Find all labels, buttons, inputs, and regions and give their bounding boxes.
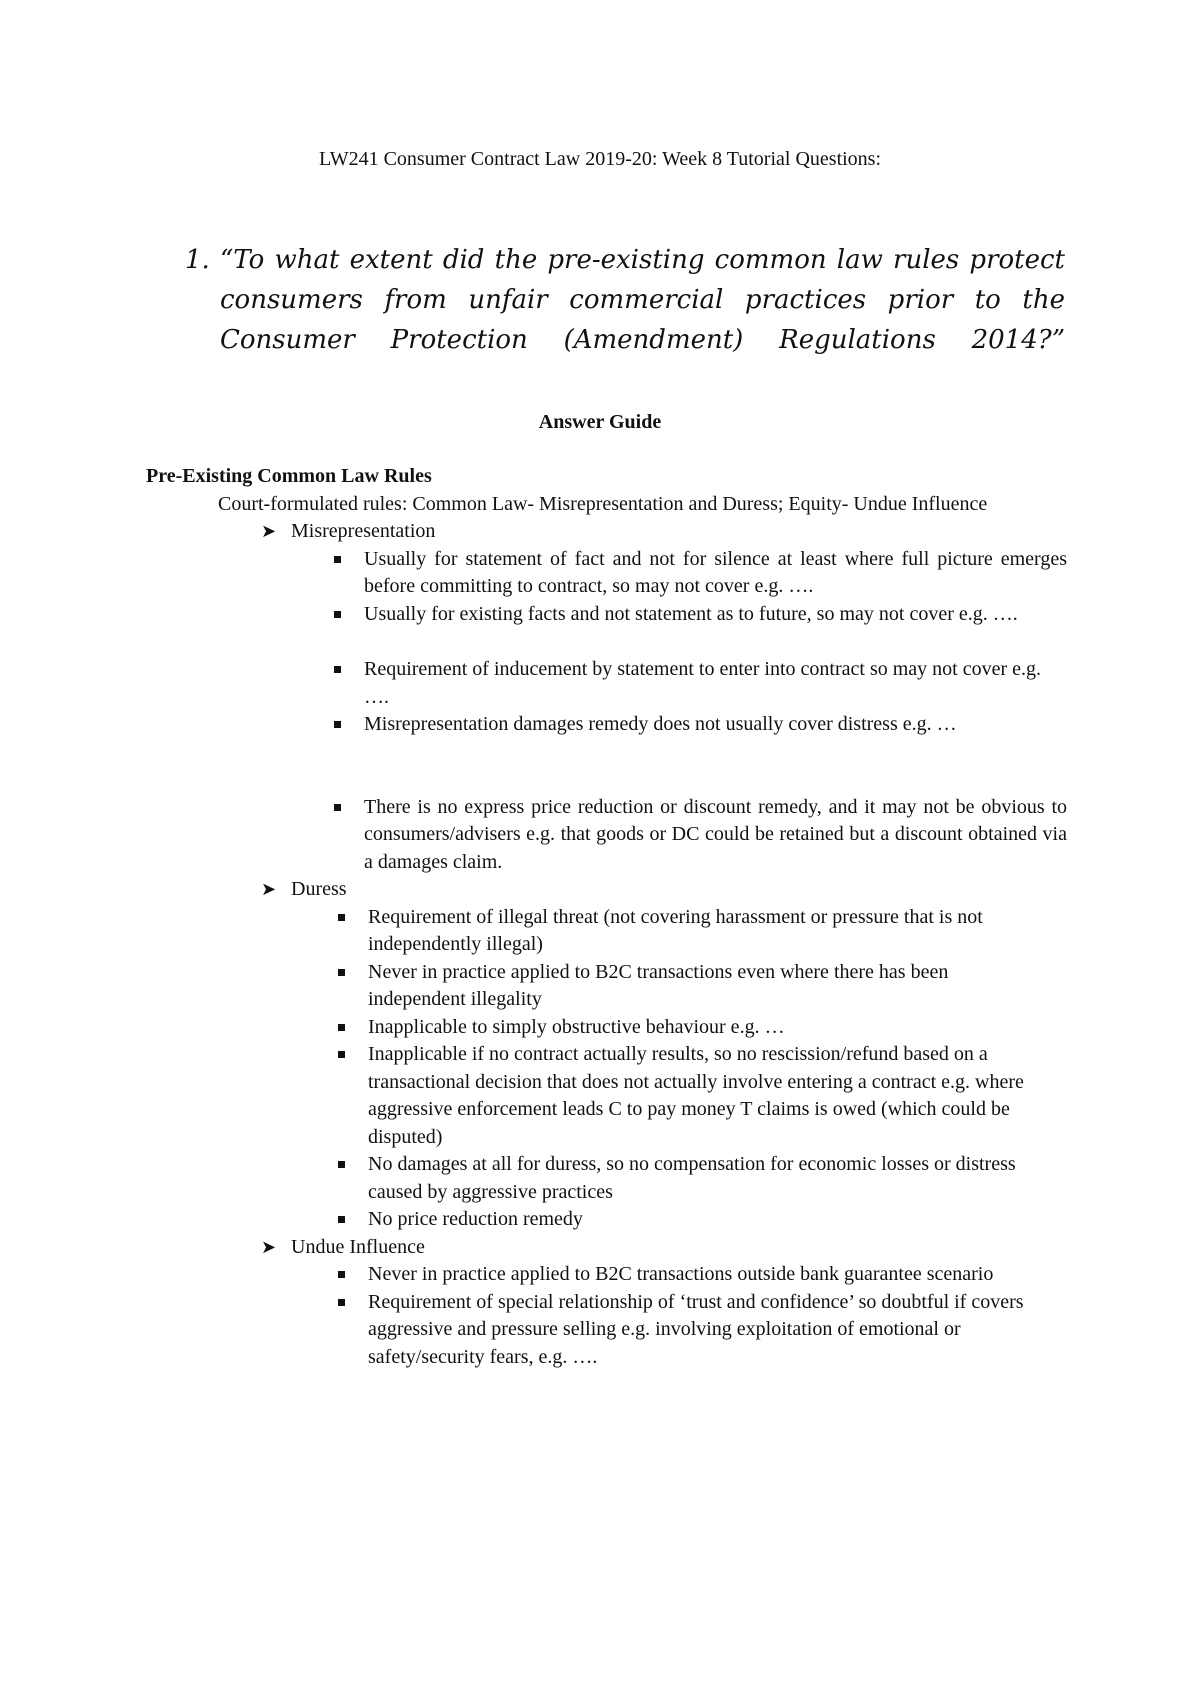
document-title: LW241 Consumer Contract Law 2019-20: Week 8 Tutorial Questions: [318,148,882,170]
group-label: Undue Influence [291,1235,425,1258]
group-misrepresentation [146,518,1066,876]
square-bullet-icon [338,1051,345,1058]
list-item: No price reduction remedy [368,1206,1028,1234]
square-bullet-icon [338,1299,345,1306]
square-bullet-icon [334,666,341,673]
arrowhead-icon: ➤ [261,879,277,899]
group-heading [261,876,1066,904]
list-item: Usually for existing facts and not statement as to future, so may not cover e.g. …. [364,601,1067,629]
square-bullet-icon [338,1271,345,1278]
square-bullet-icon [338,1161,345,1168]
square-bullet-icon [338,969,345,976]
spacer [364,628,1067,656]
square-bullet-icon [334,721,341,728]
square-bullet-icon [334,556,341,563]
list-item: Inapplicable to simply obstructive behaviour e.g. … [368,1014,1028,1042]
arrowhead-icon: ➤ [261,521,277,541]
list-item: Inapplicable if no contract actually results, so no rescission/refund based on a transactional decision that does not actually involve entering a contract e.g. where aggressive enforcement leads C to pay money T claims is owed (which could be disputed) [368,1041,1028,1151]
section-pre-existing-rules [146,463,1066,1371]
question-1 [185,240,1065,360]
bullet-list [368,904,1028,1234]
arrowhead-icon: ➤ [261,1236,277,1257]
square-bullet-icon [338,1216,345,1223]
list-item: Never in practice applied to B2C transactions even where there has been independent illegality [368,959,1028,1014]
list-item: Never in practice applied to B2C transactions outside bank guarantee scenario [368,1261,1028,1289]
list-item: There is no express price reduction or discount remedy, and it may not be obvious to consumers/advisers e.g. that goods or DC could be retained but a discount obtained via a damages claim. [364,794,1067,877]
square-bullet-icon [338,1024,345,1031]
square-bullet-icon [338,914,345,921]
answer-guide-heading: Answer Guide [538,411,662,433]
square-bullet-icon [334,611,341,618]
spacer [364,739,1067,794]
section-intro: Court-formulated rules: Common Law- Misrepresentation and Duress; Equity- Undue Influence [218,492,988,515]
list-item: Misrepresentation damages remedy does not usually cover distress e.g. … [364,711,1067,739]
question-number: 1. [185,245,210,275]
list-item: Requirement of illegal threat (not covering harassment or pressure that is not independently illegal) [368,904,1028,959]
question-line: consumers from unfair commercial practices prior to the [220,285,1065,315]
list-item: Usually for statement of fact and not for silence at least where full picture emerges before committing to contract, so may not cover e.g. …. [364,546,1067,601]
group-label: Misrepresentation [291,520,436,542]
bullet-list [368,1261,1028,1371]
list-item: No damages at all for duress, so no compensation for economic losses or distress caused by aggressive practices [368,1151,1028,1206]
section-title: Pre-Existing Common Law Rules [146,465,432,487]
square-bullet-icon [334,804,341,811]
question-text [220,240,1065,360]
bullet-list [364,546,1067,877]
list-item: Requirement of inducement by statement to enter into contract so may not cover e.g. …. [364,656,1067,711]
question-line: “To what extent did the pre-existing common law rules protect [220,245,1065,275]
question-line: Consumer Protection (Amendment) Regulations 2014?” [220,325,1065,355]
list-item: Requirement of special relationship of ‘trust and confidence’ so doubtful if covers aggressive and pressure selling e.g. involving exploitation of emotional or safety/security fears, e.g. …. [368,1289,1028,1372]
group-duress [146,876,1066,1234]
group-label: Duress [291,878,347,900]
group-undue-influence [146,1234,1066,1372]
group-heading [261,1234,1066,1262]
group-heading [261,518,1066,546]
